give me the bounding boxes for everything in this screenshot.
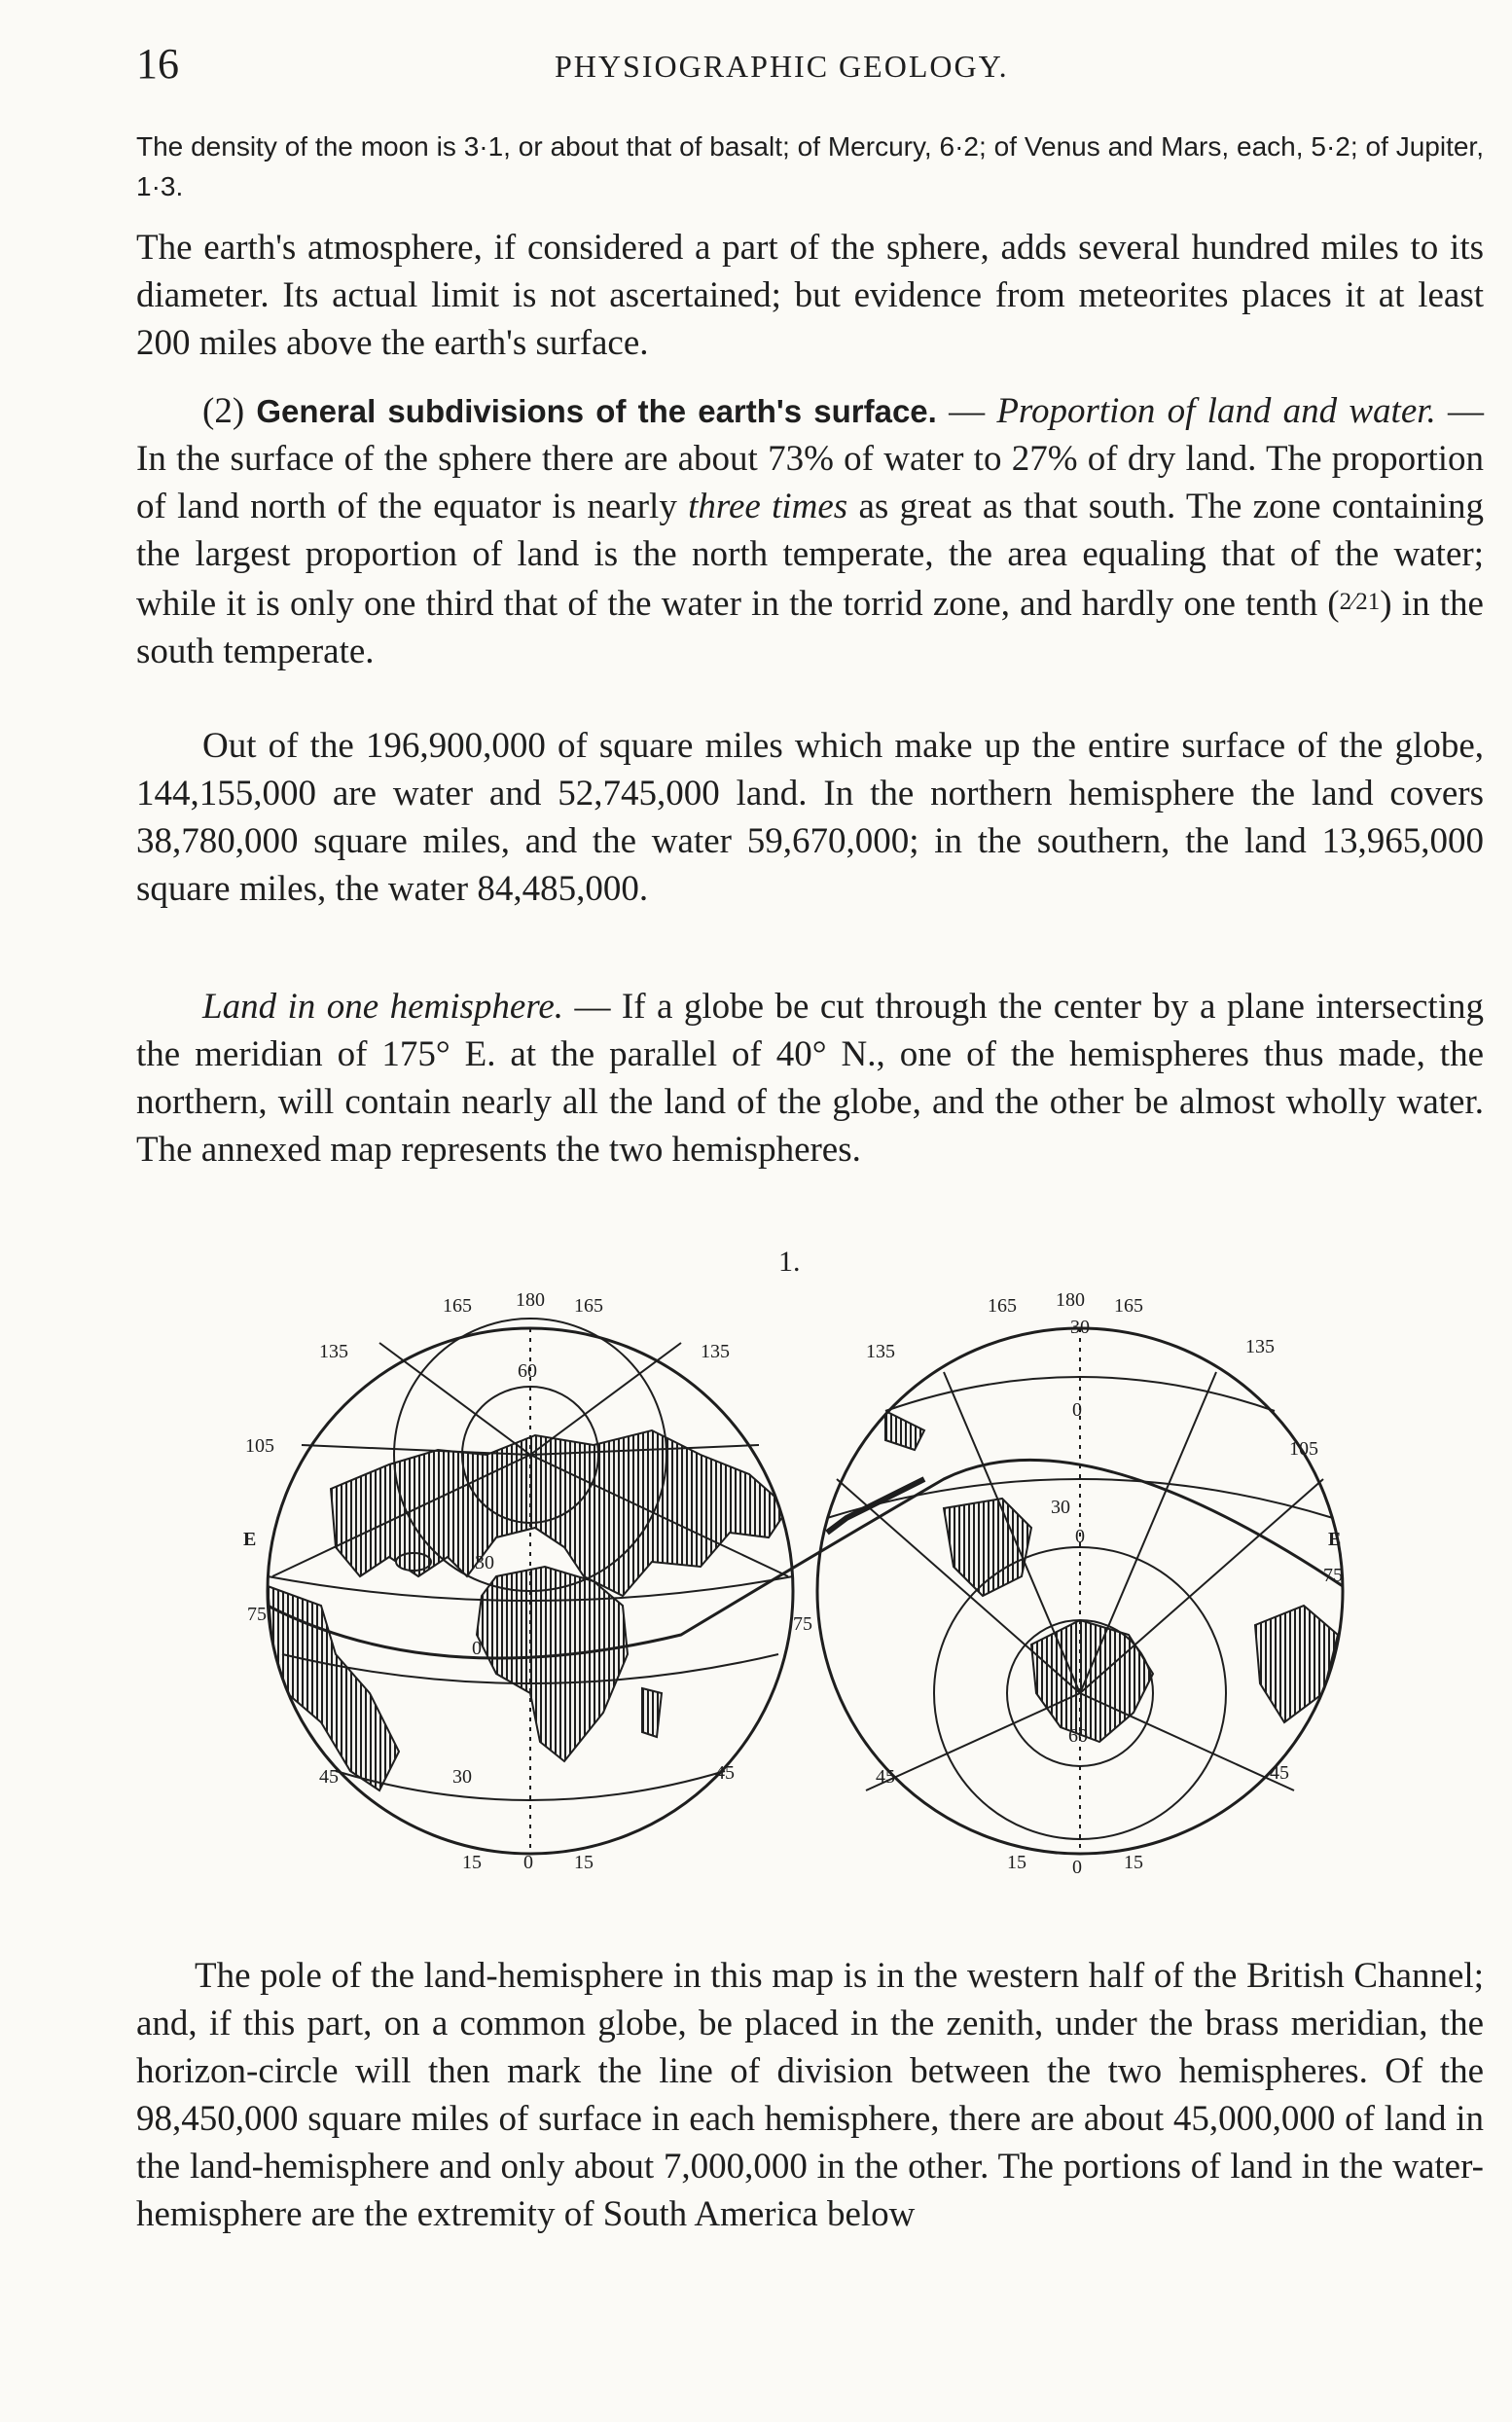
right-label-135a: 135 (866, 1341, 895, 1362)
left-label-165a: 165 (443, 1295, 472, 1317)
left-label-45b: 45 (715, 1762, 735, 1784)
land-hemisphere-heading: Land in one hemisphere. (202, 987, 564, 1027)
right-label-75a: 75 (1323, 1565, 1343, 1586)
hemispheres-map (243, 1284, 1352, 1907)
figure-hemispheres-map (243, 1246, 1352, 1907)
page-header (136, 39, 1489, 88)
right-label-0-top: 0 (1072, 1399, 1082, 1421)
section-number: (2) (202, 391, 245, 431)
right-label-east: E (1328, 1529, 1342, 1550)
page-number: 16 (136, 40, 179, 88)
right-label-30-top: 30 (1070, 1317, 1090, 1338)
right-label-180: 180 (1056, 1289, 1085, 1311)
right-label-60: 60 (1068, 1725, 1088, 1747)
left-hemisphere (268, 1319, 793, 1854)
subdivisions-text-a: — In the surface of the sphere there are about 73% of water to 27% of dry land. The proportion of land north of the equator is nearly (136, 391, 1485, 526)
left-label-east: E (243, 1529, 257, 1550)
fraction-two-twentyfirsts: 2⁄21 (1339, 589, 1381, 615)
subdivisions-paragraph (136, 387, 1484, 675)
pole-paragraph: The pole of the land-hemisphere in this map is in the western half of the British Channel; and, if this part, on a common globe, be placed in the zenith, under the brass meridian, the horizon-circle will then mark the line of division between the two hemispheres. Of the 98,450,000 square miles of surface in each hemisphere, there are about 45,000,000 of land in the land-hemisphere and only about 7,000,000 in the other. The portions of land in the water-hemisphere are the extremity of South America below (136, 1956, 1484, 2234)
section-subheading: Proportion of land and water. (996, 391, 1436, 431)
left-label-135b: 135 (701, 1341, 730, 1362)
right-label-15b: 15 (1124, 1852, 1143, 1873)
section-heading: General subdivisions of the earth's surface. (256, 393, 937, 429)
heading-dash: — (936, 391, 997, 431)
left-label-30-south: 30 (452, 1766, 472, 1788)
right-label-15a: 15 (1007, 1852, 1026, 1873)
left-land-masses (268, 1430, 788, 1790)
right-label-0-bottom: 0 (1072, 1857, 1082, 1878)
left-label-180: 180 (516, 1289, 545, 1311)
subdivisions-text-c: ) in the south temperate. (136, 584, 1484, 671)
left-hemisphere-labels (243, 1289, 735, 1873)
subdivisions-text-b: as great as that south. The zone containing the largest proportion of land is the north temperate, the area equaling that of the water; while it is only one third that of the water in the torrid zone, and hardly one tenth ( (136, 487, 1484, 624)
right-label-45b: 45 (1270, 1762, 1289, 1784)
left-label-0: 0 (472, 1638, 482, 1659)
right-label-45a: 45 (876, 1766, 895, 1788)
right-label-0-mid: 0 (1075, 1526, 1085, 1547)
left-label-165b: 165 (574, 1295, 603, 1317)
left-label-0-bottom: 0 (523, 1852, 533, 1873)
left-label-45a: 45 (319, 1766, 339, 1788)
right-label-30-mid: 30 (1051, 1497, 1070, 1518)
left-label-15b: 15 (574, 1852, 594, 1873)
atmosphere-paragraph: The earth's atmosphere, if considered a part of the sphere, adds several hundred miles to its diameter. Its actual limit is not ascertained; but evidence from meteorites places it at least 200 miles above the earth's surface. (136, 228, 1484, 363)
left-label-75: 75 (247, 1604, 267, 1625)
left-label-30-north: 30 (475, 1552, 494, 1573)
areas-paragraph: Out of the 196,900,000 of square miles which make up the entire surface of the globe, 144,155,000 are water and 52,745,000 land. In the northern hemisphere the land covers 38,780,000 square miles, and the water 59,670,000; in the southern, the land 13,965,000 square miles, the water 84,485,000. (136, 726, 1484, 909)
right-label-165b: 165 (1114, 1295, 1143, 1317)
density-note: The density of the moon is 3·1, or about that of basalt; of Mercury, 6·2; of Venus and Mars, each, 5·2; of Jupiter, 1·3. (136, 131, 1484, 201)
emphasis-three-times: three times (688, 487, 848, 526)
land-hemisphere-paragraph (136, 983, 1484, 1174)
left-label-135a: 135 (319, 1341, 348, 1362)
right-label-105: 105 (1289, 1438, 1318, 1460)
left-label-15a: 15 (462, 1852, 482, 1873)
right-label-75b: 75 (793, 1613, 812, 1635)
left-label-60: 60 (518, 1360, 537, 1382)
left-label-105: 105 (245, 1435, 274, 1457)
right-label-135b: 135 (1245, 1336, 1275, 1357)
land-hemisphere-text: — If a globe be cut through the center by a plane intersecting the meridian of 175° E. at the parallel of 40° N., one of the hemispheres thus made, the northern, will contain nearly all the land of the globe, and the other be almost wholly water. The annexed map represents the two hemispheres. (136, 987, 1484, 1170)
figure-number: 1. (778, 1246, 801, 1278)
running-head: PHYSIOGRAPHIC GEOLOGY. (555, 49, 1009, 84)
right-label-165a: 165 (988, 1295, 1017, 1317)
